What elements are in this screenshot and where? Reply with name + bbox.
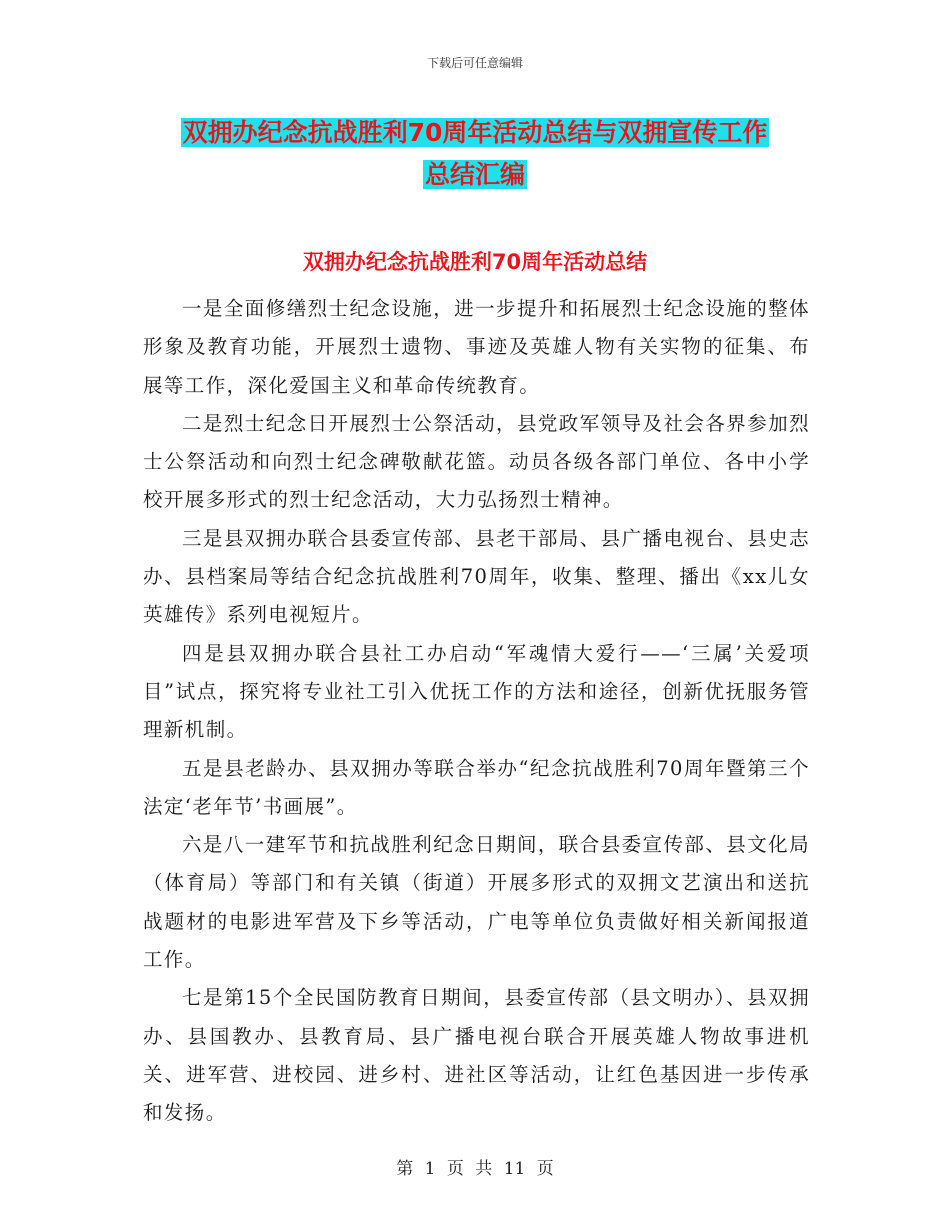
paragraph-3: 三是县双拥办联合县委宣传部、县老干部局、县广播电视台、县史志办、县档案局等结合纪念抗战胜利70周年，收集、整理、播出《xx儿女英雄传》系列电视短片。 (143, 526, 810, 627)
page-footer: 第 1 页 共 11 页 (396, 1159, 554, 1179)
body-text (143, 290, 810, 1133)
paragraph-1: 一是全面修缮烈士纪念设施，进一步提升和拓展烈士纪念设施的整体形象及教育功能，开展烈士遗物、事迹及英雄人物有关实物的征集、布展等工作，深化爱国主义和革命传统教育。 (143, 297, 810, 397)
document-title (0, 112, 950, 196)
title-line-2: 总结汇编 (424, 160, 525, 189)
paragraph-4: 四是县双拥办联合县社工办启动“军魂情大爱行——‘三属’关爱项目”试点，探究将专业社工引入优抚工作的方法和途径，创新优抚服务管理新机制。 (143, 641, 810, 742)
paragraph-5: 五是县老龄办、县双拥办等联合举办“纪念抗战胜利70周年暨第三个法定‘老年节’书画展”。 (143, 756, 810, 818)
paragraph-2: 二是烈士纪念日开展烈士公祭活动，县党政军领导及社会各界参加烈士公祭活动和向烈士纪念碑敬献花篮。动员各级各部门单位、各中小学校开展多形式的烈士纪念活动，大力弘扬烈士精神。 (143, 411, 810, 512)
header-note: 下载后可任意编辑 (426, 56, 523, 70)
paragraph-7: 七是第15个全民国防教育日期间，县委宣传部（县文明办）、县双拥办、县国教办、县教育局、县广播电视台联合开展英雄人物故事进机关、进军营、进校园、进乡村、进社区等活动，让红色基因进一步传承和发扬。 (143, 986, 810, 1125)
paragraph-6: 六是八一建军节和抗战胜利纪念日期间，联合县委宣传部、县文化局（体育局）等部门和有关镇（街道）开展多形式的双拥文艺演出和送抗战题材的电影进军营及下乡等活动，广电等单位负责做好相关新闻报道工作。 (143, 833, 810, 972)
section-title: 双拥办纪念抗战胜利70周年活动总结 (302, 250, 648, 274)
title-line-1: 双拥办纪念抗战胜利70周年活动总结与双拥宣传工作 (182, 118, 768, 147)
